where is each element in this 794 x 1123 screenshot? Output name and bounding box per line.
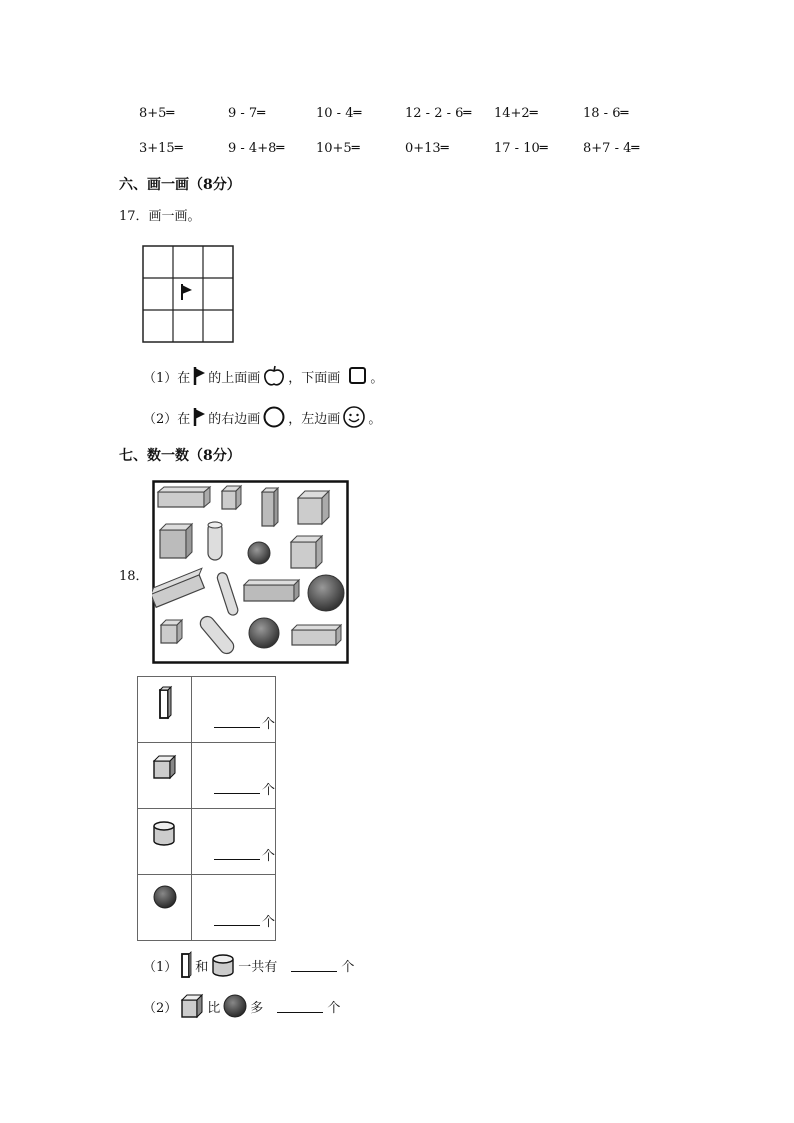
equation-1: 8+5═: [139, 106, 175, 121]
sphere-shape: [248, 542, 270, 564]
equation-3: 10 - 4═: [316, 106, 362, 121]
icon-cell: [138, 677, 192, 743]
q18-sub1-text1: 和: [195, 959, 209, 975]
q18-sub1-num: （1）: [143, 959, 178, 975]
cube-shape: [298, 491, 329, 524]
unit-label: 个: [261, 915, 275, 930]
unit-label: 个: [261, 849, 275, 864]
circle-icon: [262, 405, 286, 429]
equation-9: 10+5═: [316, 141, 360, 156]
cube-shape: [161, 620, 182, 643]
counting-table: [137, 676, 276, 941]
cylinder-icon: [210, 952, 236, 978]
q18-sub2-unit: 个: [327, 1000, 341, 1016]
answer-cell[interactable]: [192, 677, 276, 743]
cuboid-shape: [262, 488, 278, 526]
q17-sub1-text2: ，下面画: [288, 370, 341, 386]
equation-6: 18 - 6═: [583, 106, 629, 121]
cylinder-shape: [208, 522, 222, 560]
question-18: 18．: [119, 569, 149, 584]
q18-sub2-text2: 多: [250, 1000, 264, 1016]
q17-sub1-text1: 的上面画: [208, 370, 261, 386]
square-icon: [342, 365, 368, 387]
q17-sub2-text2: ，左边画: [288, 411, 341, 427]
section-7-title: 七、数一数（8分）: [119, 448, 241, 464]
q17-sub2-num: （2）在: [143, 411, 191, 427]
answer-cell[interactable]: [192, 875, 276, 941]
icon-cell: [138, 875, 192, 941]
cube-shape: [222, 486, 241, 509]
q18-sub2: [143, 992, 340, 1020]
apple-icon: [262, 364, 286, 388]
q17-sub2-end: 。: [368, 411, 382, 427]
cuboid-icon: [155, 685, 175, 725]
q18-sub1: [143, 951, 354, 979]
equation-7: 3+15═: [139, 141, 183, 156]
sphere-shape: [308, 575, 344, 611]
q17-sub2: [143, 405, 381, 429]
shapes-picture: [152, 480, 349, 668]
sphere-icon: [222, 993, 248, 1019]
equation-5: 14+2═: [494, 106, 538, 121]
unit-label: 个: [261, 783, 275, 798]
q17-sub1-end: 。: [370, 370, 384, 386]
icon-cell: [138, 743, 192, 809]
equation-10: 0+13═: [405, 141, 449, 156]
equation-4: 12 - 2 - 6═: [405, 106, 472, 121]
section-6-title: 六、画一画（8分）: [119, 177, 241, 193]
cylinder-icon: [151, 819, 179, 849]
grid-3x3: [142, 245, 234, 347]
table-row: [138, 809, 276, 875]
equation-11: 17 - 10═: [494, 141, 548, 156]
table-row: [138, 677, 276, 743]
answer-blank[interactable]: [291, 959, 337, 972]
q18-sub2-text1: 比: [207, 1000, 221, 1016]
q17-sub1-num: （1）在: [143, 370, 191, 386]
unit-label: 个: [261, 717, 275, 732]
table-row: [138, 743, 276, 809]
answer-cell[interactable]: [192, 743, 276, 809]
flag-icon: [192, 407, 206, 427]
cube-shape: [160, 524, 192, 558]
table-row: [138, 875, 276, 941]
flag-icon: [192, 366, 206, 386]
answer-blank[interactable]: [277, 1000, 323, 1013]
sphere-shape: [249, 618, 279, 648]
q17-sub2-text1: 的右边画: [208, 411, 261, 427]
q17-sub1: [143, 364, 383, 388]
icon-cell: [138, 809, 192, 875]
cuboid-shape: [244, 580, 299, 601]
cube-icon: [151, 753, 179, 783]
equation-2: 9 - 7═: [228, 106, 266, 121]
smiley-icon: [342, 405, 366, 429]
cube-icon: [179, 992, 205, 1020]
cuboid-shape: [292, 625, 341, 645]
question-17: 17．画一画。: [119, 209, 201, 224]
q18-sub1-unit: 个: [341, 959, 355, 975]
cuboid-icon: [179, 951, 193, 979]
q18-sub1-text2: 一共有: [238, 959, 278, 975]
equation-12: 8+7 - 4═: [583, 141, 640, 156]
q18-sub2-num: （2）: [143, 1000, 178, 1016]
sphere-icon: [151, 883, 179, 913]
cuboid-shape: [158, 487, 210, 507]
answer-cell[interactable]: [192, 809, 276, 875]
flag-icon: [179, 283, 195, 301]
cube-shape: [291, 536, 322, 568]
equation-8: 9 - 4+8═: [228, 141, 285, 156]
